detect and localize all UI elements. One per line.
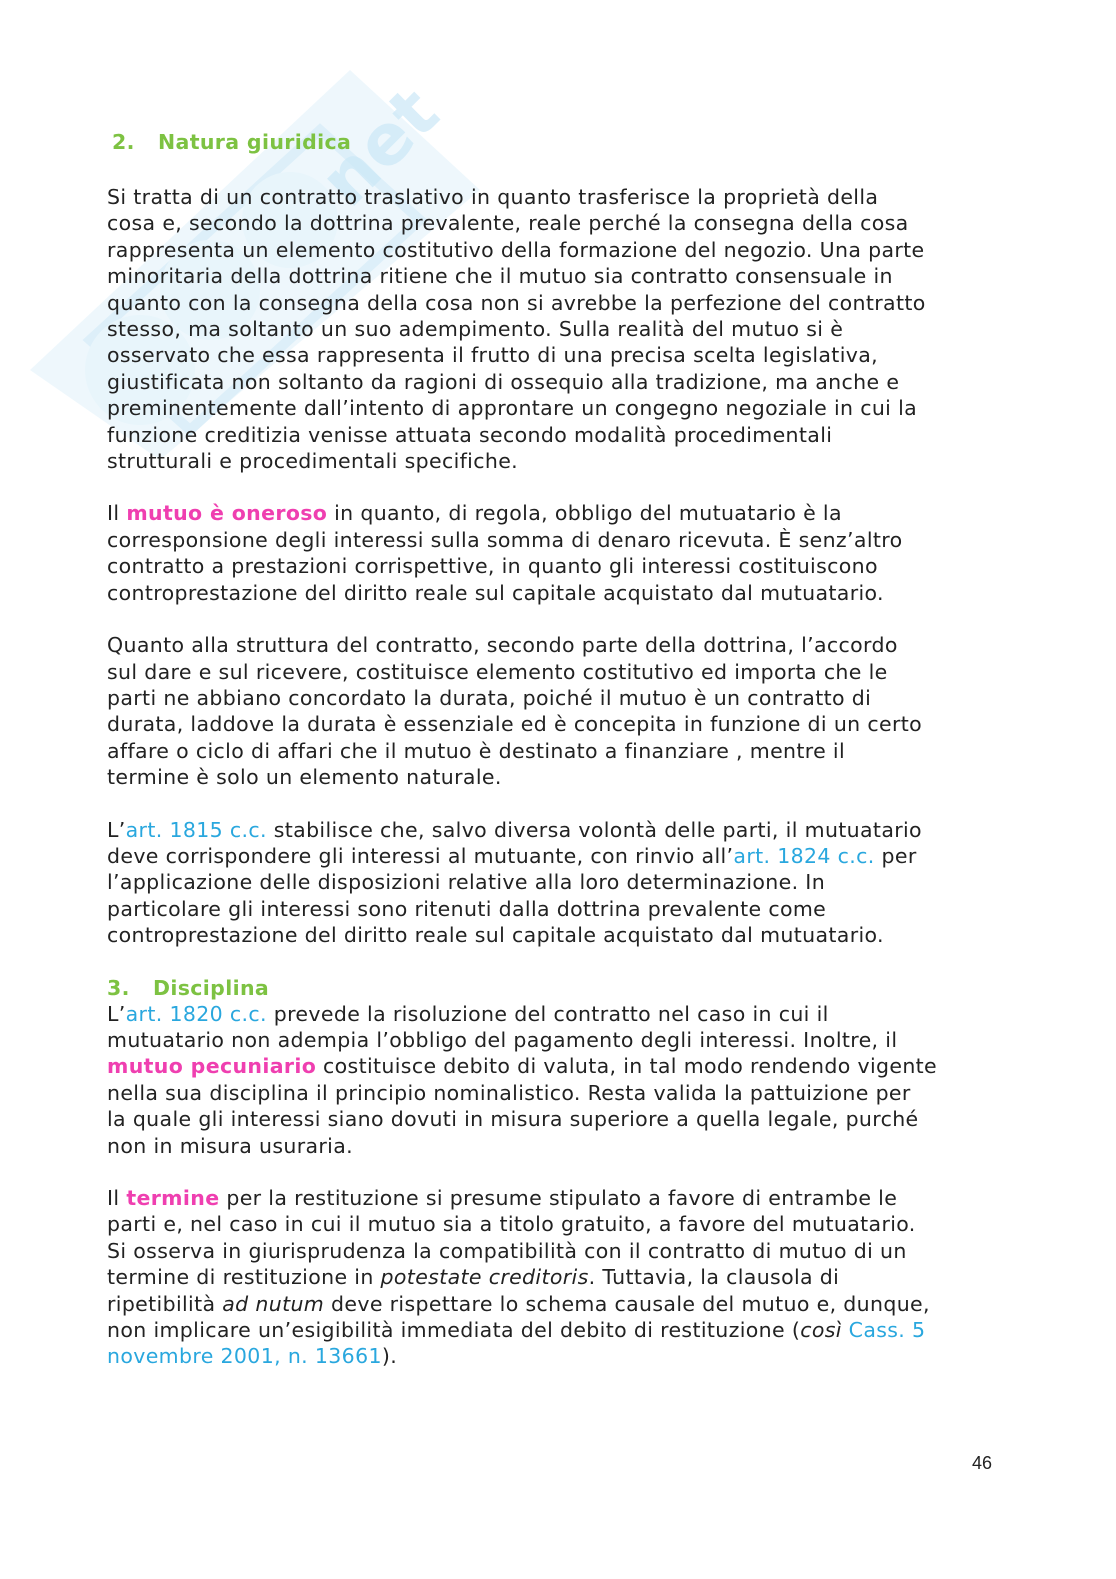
- section-title: Disciplina: [153, 975, 270, 1000]
- section-number: 3.: [107, 975, 130, 1000]
- page-number: 46: [972, 1453, 993, 1473]
- text-run: Il: [107, 501, 127, 526]
- highlight-term: termine: [126, 1186, 220, 1210]
- text-run: deve rispettare lo schema causale del mutuo e, dunque, non implicare un’esigibilità immediata del debito di restituzione (: [107, 1291, 930, 1343]
- text-run: ).: [381, 1344, 398, 1369]
- law-link[interactable]: art. 1815 c.c.: [125, 817, 267, 842]
- section-title: Natura giuridica: [158, 130, 352, 154]
- watermark-word: net: [304, 71, 455, 223]
- text-run: Il: [107, 1186, 127, 1210]
- section-2-heading: [112, 128, 1012, 156]
- law-link[interactable]: art. 1820 c.c.: [125, 1001, 267, 1026]
- italic-term: così: [800, 1318, 842, 1343]
- text-run: per l’applicazione delle disposizioni relative alla loro determinazione. In particolare gli interessi sono ritenuti dalla dottrina prevalente come controprestazione del diritto reale sul capitale acquistato dal mutuatario.: [107, 843, 917, 948]
- section-3-heading: [107, 975, 1012, 1001]
- law-link[interactable]: art. 1824 c.c.: [733, 843, 875, 868]
- highlight-term: mutuo è oneroso: [126, 501, 328, 526]
- paragraph: [107, 1185, 1012, 1370]
- paragraph: [107, 1001, 1012, 1159]
- paragraph: Quanto alla struttura del contratto, secondo parte della dottrina, l’accordo sul dare e sul ricevere, costituisce elemento costitutivo ed importa che le parti ne abbiano concordato la durata, poiché il mutuo è un contratto di durata, laddove la durata è essenziale ed è concepita in funzione di un certo affare o ciclo di affari che il mutuo è destinato a finanziare , mentre il termine è solo un elemento naturale.: [107, 633, 923, 790]
- highlight-term: mutuo pecuniario: [107, 1054, 317, 1079]
- text-run: . Tuttavia, la clausola di ripetibilità: [107, 1265, 840, 1316]
- text-run: in quanto, di regola, obbligo del mutuatario è la corresponsione degli interessi sulla somma di denaro ricevuta. È senz’altro contratto a prestazioni corrispettive, in quanto gli interessi costituiscono controprestazione del diritto reale sul capitale acquistato dal mutuatario.: [107, 501, 903, 605]
- italic-term: potestate creditoris: [380, 1265, 589, 1290]
- paragraph: Si tratta di un contratto traslativo in quanto trasferisce la proprietà della cosa e, secondo la dottrina prevalente, reale perché la consegna della cosa rappresenta un elemento costitutivo della formazione del negozio. Una parte minoritaria della dottrina ritiene che il mutuo sia contratto consensuale in quanto con la consegna della cosa non si avrebbe la perfezione del contratto stesso, ma soltanto un suo adempimento. Sulla realità del mutuo si è osservato che essa rappresenta il frutto di una precisa scelta legislativa, giustificata non soltanto da ragioni di ossequio alla tradizione, ma anche e preminentemente dall’intento di approntare un congegno negoziale in cui la funzione creditizia venisse attuata secondo modalità procedimentali strutturali e procedimentali specifiche.: [107, 185, 926, 474]
- italic-term: ad nutum: [222, 1291, 325, 1316]
- case-law-link[interactable]: Cass. 5 novembre 2001, n. 13661: [107, 1318, 926, 1369]
- paragraph: [107, 500, 1012, 606]
- text-run: L’: [107, 817, 126, 842]
- text-run: stabilisce che, salvo diversa volontà delle parti, il mutuatario deve corrispondere gli interessi al mutuante, con rinvio all’: [107, 817, 922, 868]
- text-run: costituisce debito di valuta, in tal modo rendendo vigente nella sua disciplina il principio nominalistico. Resta valida la pattuizione per la quale gli interessi siano dovuti in misura superiore a quella legale, purché non in misura usuraria.: [107, 1054, 938, 1158]
- paragraph: [107, 817, 1012, 949]
- text-run: [842, 1318, 849, 1342]
- section-number: 2.: [112, 130, 135, 154]
- text-run: per la restituzione si presume stipulato a favore di entrambe le parti e, nel caso in cui il mutuo sia a titolo gratuito, a favore del mutuatario. Si osserva in giurisprudenza la compatibilità con il contratto di mutuo di un termine di restituzione in: [107, 1186, 916, 1290]
- text-run: L’: [107, 1001, 126, 1026]
- document-body: [107, 128, 1012, 1396]
- text-run: prevede la risoluzione del contratto nel caso in cui il mutuatario non adempia l’obbligo del pagamento degli interessi. Inoltre, il: [107, 1001, 898, 1052]
